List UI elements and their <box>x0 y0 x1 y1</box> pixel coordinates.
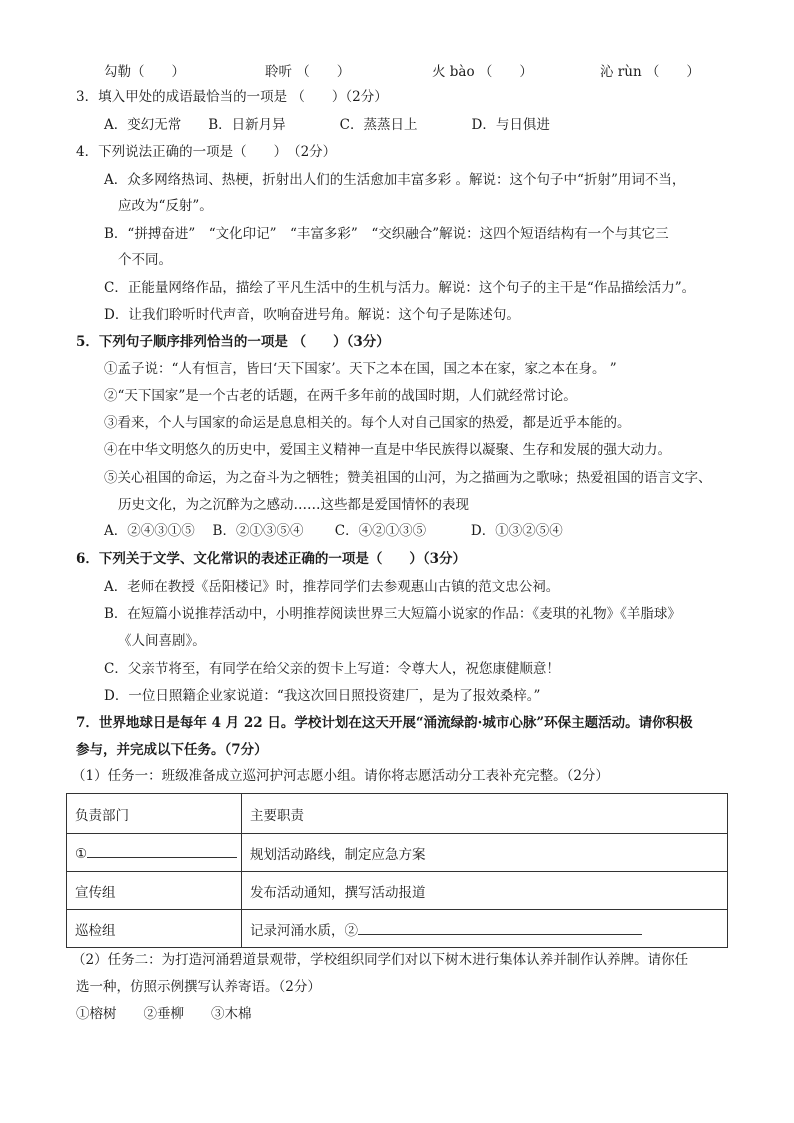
pinyin-item-lingting: 聆听 （ ） <box>265 64 351 80</box>
q6-option-c: C．父亲节将至，有同学在给父亲的贺卡上写道：令尊大人，祝您康健顺意！ <box>104 661 560 677</box>
q4-option-b-cont: 个不同。 <box>118 252 172 268</box>
q4-option-b: B．“拼搏奋进” “文化印记” “丰富多彩” “交织融合”解说：这四个短语结构有一个与其它三 <box>104 226 669 242</box>
q5-sentence-1: ①孟子说：“人有恒言，皆曰‘天下国家’。天下之本在国，国之本在家，家之本在身。 ” <box>104 361 617 377</box>
q5-stem: 5．下列句子顺序排列恰当的一项是 （ ）（3分） <box>76 334 390 350</box>
q7-task2: （2）任务二：为打造河涌碧道景观带，学校组织同学们对以下树木进行集体认养并制作认养牌。请你任 <box>72 952 689 968</box>
q4-stem: 4．下列说法正确的一项是（ ） （2分） <box>76 144 337 160</box>
q7-task2-cont: 选一种，仿照示例撰写认养寄语。（2分） <box>76 979 321 995</box>
q7-task1: （1）任务一：班级准备成立巡河护河志愿小组。请你将志愿活动分工表补充完整。（2分） <box>72 768 609 784</box>
tree-choices: ①榕树 ②垂柳 ③木棉 <box>76 1006 252 1022</box>
q7-stem-cont: 参与，并完成以下任务。（7分） <box>76 742 268 758</box>
answer-blank-1[interactable] <box>87 843 237 858</box>
q5-sentence-2: ②“天下国家”是一个古老的话题，在两千多年前的战国时期，人们就经常讨论。 <box>104 388 577 404</box>
q7-stem: 7．世界地球日是每年 4 月 22 日。学校计划在这天开展“涌流绿韵·城市心脉”环保主题活动。请你积极 <box>76 715 693 731</box>
table-row <box>67 910 728 948</box>
q4-option-c: C．正能量网络作品，描绘了平凡生活中的生机与活力。解说：这个句子的主干是“作品描绘活力”。 <box>104 280 696 296</box>
table-cell-dept-blank <box>67 834 242 872</box>
pinyin-item-qinrun: 沁 rùn （ ） <box>600 64 700 80</box>
q5-sentence-5: ⑤关心祖国的命运，为之奋斗为之牺牲；赞美祖国的山河，为之描画为之歌咏；热爱祖国的语言文字、 <box>104 470 712 486</box>
table-row <box>67 872 728 910</box>
table-header-row <box>67 794 728 834</box>
answer-blank-2[interactable] <box>358 920 642 935</box>
table-cell-duty: 发布活动通知，撰写活动报道 <box>242 872 728 910</box>
q6-option-b: B．在短篇小说推荐活动中，小明推荐阅读世界三大短篇小说家的作品：《麦琪的礼物》《羊脂球》 <box>104 606 681 622</box>
q6-option-b-cont: 《人间喜剧》。 <box>118 633 206 649</box>
q3-options: A．变幻无常 B．日新月异 C．蒸蒸日上 D．与日俱进 <box>104 117 550 133</box>
q6-option-d: D．一位日照籍企业家说道：“我这次回日照投资建厂，是为了报效桑梓。” <box>104 688 541 704</box>
table-cell-duty: 规划活动路线，制定应急方案 <box>242 834 728 872</box>
table-header-dept: 负责部门 <box>67 794 242 834</box>
table-row <box>67 834 728 872</box>
q4-option-a: A．众多网络热词、热梗，折射出人们的生活愈加丰富多彩 。解说：这个句子中“折射”用词不当， <box>104 172 686 188</box>
q4-option-d: D．让我们聆听时代声音，吹响奋进号角。解说：这个句子是陈述句。 <box>104 307 520 323</box>
q4-option-a-cont: 应改为“反射”。 <box>118 198 213 214</box>
q5-sentence-4: ④在中华文明悠久的历史中，爱国主义精神一直是中华民族得以凝聚、生存和发展的强大动力。 <box>104 442 671 458</box>
volunteer-duty-table <box>66 793 728 948</box>
table-header-duty: 主要职责 <box>242 794 728 834</box>
table-cell-dept: 巡检组 <box>67 910 242 948</box>
table-cell-duty-blank <box>242 910 728 948</box>
duty-text-3: 记录河涌水质，② <box>250 922 358 939</box>
q6-stem: 6．下列关于文学、文化常识的表述正确的一项是（ ）（3分） <box>76 551 467 567</box>
q6-option-a: A．老师在教授《岳阳楼记》时，推荐同学们去参观惠山古镇的范文忠公祠。 <box>104 579 560 595</box>
q5-options: A．②④③①⑤ B．②①③⑤④ C．④②①③⑤ D．①③②⑤④ <box>104 523 563 539</box>
table-cell-dept: 宣传组 <box>67 872 242 910</box>
q3-stem: 3．填入甲处的成语最恰当的一项是 （ ）（2分） <box>76 89 388 105</box>
pinyin-item-huobao: 火 bào （ ） <box>432 64 533 80</box>
pinyin-item-gouler: 勾勒（ ） <box>104 64 185 80</box>
blank-label-1: ① <box>75 846 88 862</box>
q5-sentence-5-cont: 历史文化，为之沉醉为之感动……这些都是爱国情怀的表现 <box>118 497 469 513</box>
q5-sentence-3: ③看来，个人与国家的命运是息息相关的。每个人对自己国家的热爱，都是近乎本能的。 <box>104 415 631 431</box>
